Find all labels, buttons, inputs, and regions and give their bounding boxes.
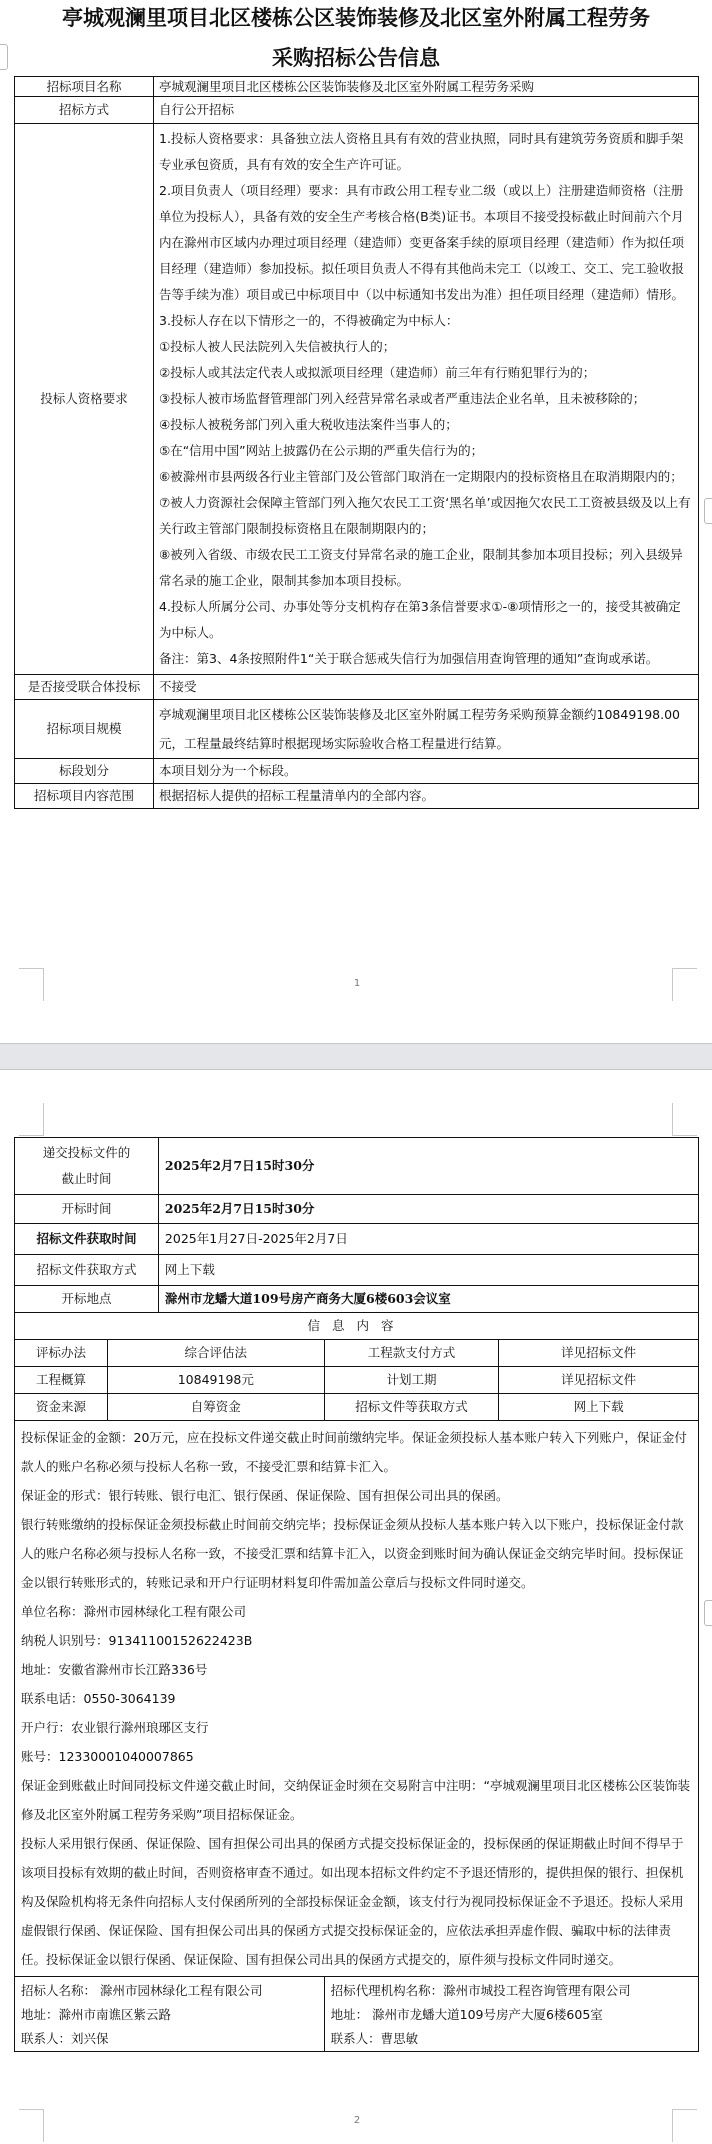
doc-obtain-label: 招标文件等获取方式 xyxy=(324,1394,499,1421)
agency-contact xyxy=(324,1977,698,2052)
table-row xyxy=(15,1286,699,1313)
requirement-3-1: ①投标人被人民法院列入失信被执行人的； xyxy=(159,339,396,354)
deposit-phone: 联系电话：0550-3064139 xyxy=(21,1691,176,1706)
deposit-amount-text: 投标保证金的金额：20万元，应在投标文件递交截止时间前缴纳完毕。保证金须投标人基本账户转入下列账户，保证金付款人的账户名称必须与投标人名称一致，不接受汇票和结算卡汇入。 xyxy=(21,1430,687,1474)
side-navigation-tab[interactable] xyxy=(704,498,712,524)
table-row xyxy=(15,1340,699,1367)
page-corner-mark xyxy=(19,968,44,1001)
requirement-3-6: ⑥被滁州市县两级各行业主管部门及公管部门取消在一定期限内的投标资格且在取消期限内的； xyxy=(159,469,683,484)
deposit-tax-id: 纳税人识别号：91341100152622423B xyxy=(21,1633,253,1648)
document-page-1 xyxy=(0,0,712,1043)
submission-deadline-value: 2025年2月7日15时30分 xyxy=(158,1138,698,1195)
page-corner-mark xyxy=(19,2109,44,2142)
sections-value: 本项目划分为一个标段。 xyxy=(154,759,699,784)
budget-label: 工程概算 xyxy=(15,1367,108,1394)
deposit-details xyxy=(15,1421,699,1977)
table-row xyxy=(15,77,699,97)
doc-obtain-method-label: 招标文件获取方式 xyxy=(15,1255,159,1286)
deposit-transfer-text: 银行转账缴纳的投标保证金须投标截止时间前交纳完毕；投标保证金须从投标人基本账户转入以下账户，投标保证金付款人的账户名称必须与投标人名称一致，不接受汇票和结算卡汇入，以资金到账时间为确认保证金交纳完毕时间。投标保证金以银行转账形式的，转账记录和开户行证明材料复印件需加盖公章后与投标文件同时递交。 xyxy=(21,1517,684,1590)
requirement-3-8: ⑧被列入省级、市级农民工工资支付异常名录的施工企业，限制其参加本项目投标；列入县级异常名录的施工企业，限制其参加本项目投标。 xyxy=(159,547,683,588)
fund-source-value: 自筹资金 xyxy=(107,1394,324,1421)
opening-place-label: 开标地点 xyxy=(15,1286,159,1313)
sections-label: 标段划分 xyxy=(15,759,154,784)
tender-schedule-table xyxy=(14,1137,699,2052)
table-row xyxy=(15,1421,699,1977)
table-row xyxy=(15,784,699,809)
project-scale-value: 亭城观澜里项目北区楼栋公区装饰装修及北区室外附属工程劳务采购预算金额约10849198.00元，工程量最终结算时根据现场实际验收合格工程量进行结算。 xyxy=(154,700,699,759)
table-row xyxy=(15,1367,699,1394)
doc-obtain-time-label: 招标文件获取时间 xyxy=(15,1224,159,1255)
payment-method-value: 详见招标文件 xyxy=(499,1340,699,1367)
tenderer-contact-person: 联系人：刘兴保 xyxy=(21,2031,109,2046)
table-row xyxy=(15,1138,699,1195)
eval-method-label: 评标办法 xyxy=(15,1340,108,1367)
deposit-form-text: 保证金的形式：银行转账、银行电汇、银行保函、保证保险、国有担保公司出具的保函。 xyxy=(21,1488,509,1503)
page-corner-mark xyxy=(672,1103,697,1136)
project-name-value: 亭城观澜里项目北区楼栋公区装饰装修及北区室外附属工程劳务采购 xyxy=(154,77,699,97)
requirement-1: 1.投标人资格要求：具备独立法人资格且具有有效的营业执照，同时具有建筑劳务资质和脚手架专业承包资质，具有有效的安全生产许可证。 xyxy=(159,131,684,172)
qualification-label: 投标人资格要求 xyxy=(15,124,154,675)
agency-address: 地址： 滁州市龙蟠大道109号房产大厦6楼605室 xyxy=(330,2007,603,2022)
requirement-4: 4.投标人所属分公司、办事处等分支机构存在第3条信誉要求①-⑧项情形之一的，接受其被确定为中标人。 xyxy=(159,599,681,640)
requirement-3-7: ⑦被人力资源社会保障主管部门列入拖欠农民工工资‘黑名单’或因拖欠农民工工资被县级及以上有关行政主管部门限制投标资格且在限制期限内的； xyxy=(159,495,691,536)
requirement-3-2: ②投标人或其法定代表人或拟派项目经理（建造师）前三年有行贿犯罪行为的； xyxy=(159,365,596,380)
qualification-requirements xyxy=(154,124,699,675)
doc-obtain-time-value: 2025年1月27日-2025年2月7日 xyxy=(158,1224,698,1255)
schedule-value: 详见招标文件 xyxy=(499,1367,699,1394)
deposit-address: 地址：安徽省滁州市长江路336号 xyxy=(21,1662,208,1677)
deposit-arrival-text: 保证金到账截止时间同投标文件递交截止时间，交纳保证金时须在交易附言中注明：“亭城观澜里项目北区楼栋公区装饰装修及北区室外附属工程劳务采购”项目招标保证金。 xyxy=(21,1778,690,1822)
tenderer-address: 地址：滁州市南谯区紫云路 xyxy=(21,2007,172,2022)
document-title-line-1: 亭城观澜里项目北区楼栋公区装饰装修及北区室外附属工程劳务 xyxy=(62,5,650,30)
table-row xyxy=(15,124,699,675)
tender-info-table xyxy=(14,76,699,809)
scope-value: 根据招标人提供的招标工程量清单内的全部内容。 xyxy=(154,784,699,809)
table-row xyxy=(15,759,699,784)
requirement-3-4: ④投标人被税务部门列入重大税收违法案件当事人的； xyxy=(159,417,458,432)
table-row xyxy=(15,1224,699,1255)
tender-method-value: 自行公开招标 xyxy=(154,97,699,124)
page-corner-mark xyxy=(672,968,697,1001)
opening-place-value: 滁州市龙蟠大道109号房产商务大厦6楼603会议室 xyxy=(158,1286,698,1313)
deposit-guarantee-text: 投标人采用银行保函、保证保险、国有担保公司出具的保函方式提交投标保证金的，投标保函的保证期截止时间不得早于该项目投标有效期的截止时间，否则资格审查不通过。如出现本招标文件约定不予退还情形的，提供担保的银行、担保机构及保险机构将无条件向招标人支付保函所列的全部投标保证金金额，该支付行为视同投标保证金不予退还。投标人采用虚假银行保函、保证保险、国有担保公司出具的保函方式提交投标保证金的，应依法承担弄虚作假、骗取中标的法律责任。投标保证金以银行保函、保证保险、国有担保公司出具的保函方式提交的，原件须与投标文件同时递交。 xyxy=(21,1836,684,1967)
document-title-line-2: 采购招标公告信息 xyxy=(272,45,440,70)
doc-obtain-method-value: 网上下载 xyxy=(158,1255,698,1286)
requirement-3-3: ③投标人被市场监督管理部门列入经营异常名录或者严重违法企业名单，且未被移除的； xyxy=(159,391,646,406)
deposit-bank: 开户行：农业银行滁州琅琊区支行 xyxy=(21,1720,209,1735)
table-row xyxy=(15,700,699,759)
schedule-label: 计划工期 xyxy=(324,1367,499,1394)
submission-deadline-label-line1: 递交投标文件的 xyxy=(42,1145,131,1160)
page-corner-mark xyxy=(672,2109,697,2142)
project-name-label: 招标项目名称 xyxy=(15,77,154,97)
table-row xyxy=(15,1255,699,1286)
eval-method-value: 综合评估法 xyxy=(107,1340,324,1367)
payment-method-label: 工程款支付方式 xyxy=(324,1340,499,1367)
table-row xyxy=(15,1195,699,1224)
scope-label: 招标项目内容范围 xyxy=(15,784,154,809)
table-row xyxy=(15,1394,699,1421)
agency-contact-person: 联系人：曹思敏 xyxy=(330,2031,419,2046)
requirement-2: 2.项目负责人（项目经理）要求：具有市政公用工程专业二级（或以上）注册建造师资格（注册单位为投标人），具备有效的安全生产考核合格(B类)证书。本项目不接受投标截止时间前六个月内在滁州市区域内办理过项目经理（建造师）变更备案手续的原项目经理（建造师）作为拟任项目经理（建造师）参加投标。拟任项目负责人不得有其他尚未完工（以竣工、交工、完工验收报告等手续为准）项目或已中标项目中（以中标通知书发出为准）担任项目经理（建造师）情形。 xyxy=(159,183,685,302)
doc-obtain-value: 网上下载 xyxy=(499,1394,699,1421)
submission-deadline-label-line2: 截止时间 xyxy=(61,1171,112,1186)
table-row xyxy=(15,1313,699,1340)
deposit-account: 账号：12330001040007865 xyxy=(21,1749,194,1764)
consortium-value: 不接受 xyxy=(154,675,699,700)
tenderer-contact xyxy=(15,1977,325,2052)
opening-time-value: 2025年2月7日15时30分 xyxy=(158,1195,698,1224)
tender-method-label: 招标方式 xyxy=(15,97,154,124)
table-row xyxy=(15,1977,699,2052)
deposit-unit-name: 单位名称：滁州市园林绿化工程有限公司 xyxy=(21,1604,247,1619)
agency-name: 招标代理机构名称：滁州市城投工程咨询管理有限公司 xyxy=(330,1983,631,1998)
submission-deadline-label xyxy=(15,1138,159,1195)
page-number: 2 xyxy=(353,2115,361,2126)
budget-value: 10849198元 xyxy=(107,1367,324,1394)
requirement-3: 3.投标人存在以下情形之一的，不得被确定为中标人： xyxy=(159,313,459,328)
requirement-remark: 备注：第3、4条按照附件1“关于联合惩戒失信行为加强信用查询管理的通知”查询或承诺。 xyxy=(159,651,659,666)
side-navigation-tab[interactable] xyxy=(704,1600,712,1626)
table-row xyxy=(15,97,699,124)
tenderer-name: 招标人名称： 滁州市园林绿化工程有限公司 xyxy=(21,1983,263,1998)
page-corner-mark xyxy=(19,1103,44,1136)
project-scale-label: 招标项目规模 xyxy=(15,700,154,759)
opening-time-label: 开标时间 xyxy=(15,1195,159,1224)
table-row xyxy=(15,675,699,700)
page-number: 1 xyxy=(353,978,361,989)
page-separator xyxy=(0,1043,712,1070)
info-content-header: 信息内容 xyxy=(15,1313,699,1340)
requirement-3-5: ⑤在“信用中国”网站上披露仍在公示期的严重失信行为的； xyxy=(159,443,484,458)
consortium-label: 是否接受联合体投标 xyxy=(15,675,154,700)
fund-source-label: 资金来源 xyxy=(15,1394,108,1421)
